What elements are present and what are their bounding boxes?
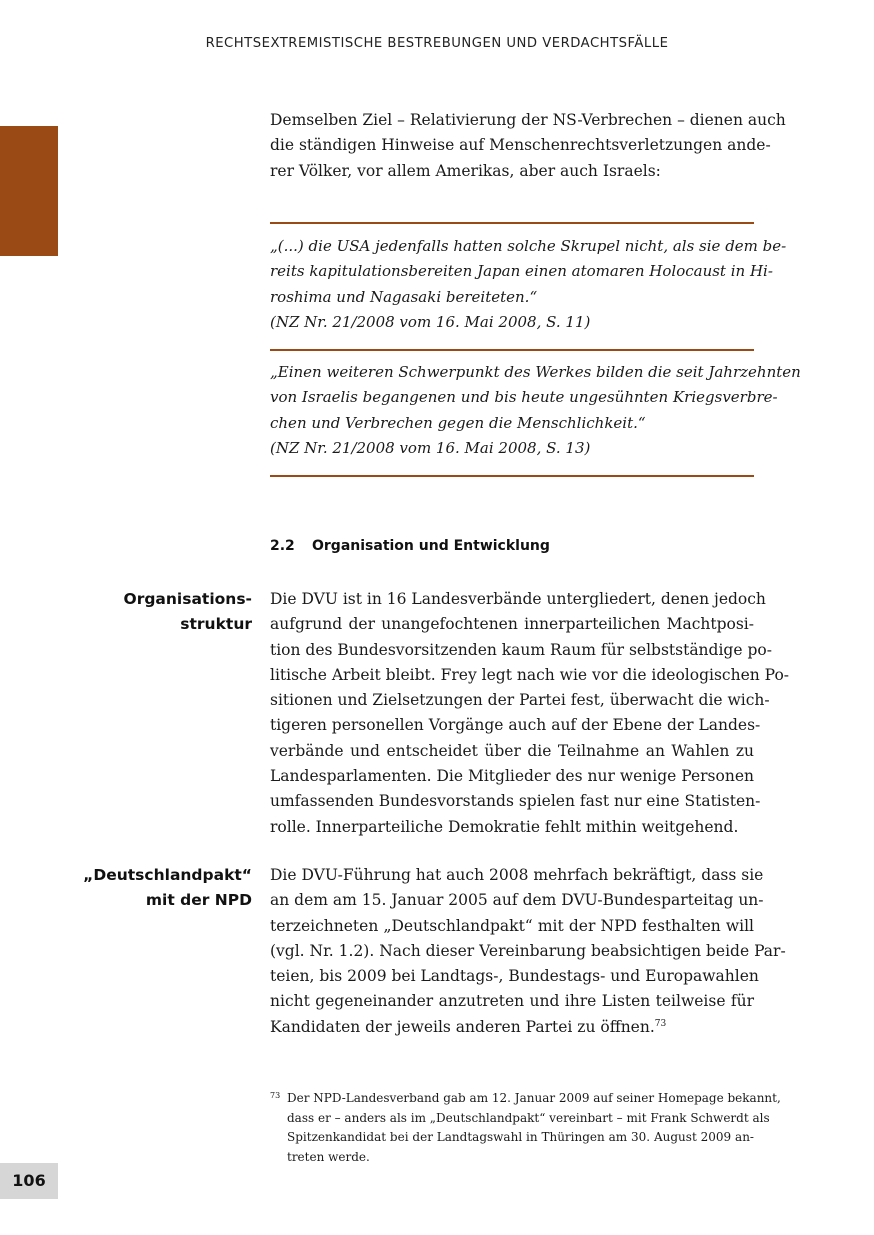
margin-note-deutschlandpakt [40,863,252,913]
paragraph-organisationsstruktur [270,587,790,840]
footnote-line: treten werde. [287,1149,370,1164]
section-number: 2.2 [270,538,295,554]
paragraph-line: Landesparlamenten. Die Mitglieder des nur wenige Personen [270,767,754,786]
page-number: 106 [0,1163,58,1199]
paragraph-line: sitionen und Zielsetzungen der Partei fest, überwacht die wich- [270,691,770,710]
quote-line: „Einen weiteren Schwerpunkt des Werkes bilden die seit Jahrzehnten [270,363,801,381]
paragraph-line: teien, bis 2009 bei Landtags-, Bundestags- und Europawahlen [270,967,759,986]
quote-source: (NZ Nr. 21/2008 vom 16. Mai 2008, S. 11) [270,312,591,331]
paragraph-line: an dem am 15. Januar 2005 auf dem DVU-Bundesparteitag un- [270,891,764,910]
footnote-line: dass er – anders als im „Deutschlandpakt“ vereinbart – mit Frank Schwerdt als [287,1110,770,1125]
quote-rule-top [270,222,754,224]
quote-rule-middle [270,349,754,351]
intro-paragraph [270,108,786,184]
intro-line: Demselben Ziel – Relativierung der NS-Verbrechen – dienen auch [270,111,786,129]
paragraph-line: (vgl. Nr. 1.2). Nach dieser Vereinbarung beabsichtigen beide Par- [270,941,786,960]
running-head: RECHTSEXTREMISTISCHE BESTREBUNGEN UND VERDACHTSFÄLLE [205,36,669,51]
block-quote-2 [270,360,801,461]
footnote-line: Der NPD-Landesverband gab am 12. Januar 2009 auf seiner Homepage bekannt, [287,1091,781,1105]
intro-line: die ständigen Hinweise auf Menschenrechtsverletzungen ande- [270,136,771,155]
footnote-reference[interactable]: 73 [654,1018,667,1029]
margin-note-line: Organisations- [123,590,252,608]
quote-source: (NZ Nr. 21/2008 vom 16. Mai 2008, S. 13) [270,438,591,457]
quote-line: „(...) die USA jedenfalls hatten solche Skrupel nicht, als sie dem be- [270,237,787,255]
margin-note-line: mit der NPD [145,891,252,909]
footnote-mark: 73 [270,1091,281,1100]
quote-line: von Israelis begangenen und bis heute ungesühnten Kriegsverbre- [270,388,778,407]
chapter-color-tab [0,126,58,256]
margin-note-organisationsstruktur [40,587,252,637]
paragraph-line: aufgrund der unangefochtenen innerparteilichen Machtposi- [270,615,754,634]
quote-line: chen und Verbrechen gegen die Menschlichkeit.“ [270,413,646,432]
paragraph-line: Die DVU-Führung hat auch 2008 mehrfach bekräftigt, dass sie [270,866,764,884]
section-title: Organisation und Entwicklung [312,538,550,554]
paragraph-line: litische Arbeit bleibt. Frey legt nach wie vor die ideologischen Po- [270,665,790,684]
footnote [270,1089,781,1167]
paragraph-line [270,1015,754,1040]
paragraph-line: nicht gegeneinander anzutreten und ihre Listen teilweise für [270,992,754,1011]
paragraph-line: tigeren personellen Vorgänge auch auf der Ebene der Landes- [270,716,761,735]
paragraph-line-text: Kandidaten der jeweils anderen Partei zu öffnen. [270,1017,655,1036]
footnote-line: Spitzenkandidat bei der Landtagswahl in Thüringen am 30. August 2009 an- [287,1130,754,1144]
margin-note-line: struktur [180,615,252,633]
block-quote-1 [270,234,787,335]
margin-note-line: „Deutschlandpakt“ [83,866,252,884]
section-heading [270,538,550,554]
quote-line: reits kapitulationsbereiten Japan einen atomaren Holocaust in Hi- [270,262,773,281]
paragraph-deutschlandpakt [270,863,786,1040]
paragraph-line: Die DVU ist in 16 Landesverbände untergliedert, denen jedoch [270,590,766,608]
paragraph-line: terzeichneten „Deutschlandpakt“ mit der NPD festhalten will [270,916,754,935]
quote-line: roshima und Nagasaki bereiteten.“ [270,287,538,306]
paragraph-line: verbände und entscheidet über die Teilnahme an Wahlen zu [270,741,754,760]
paragraph-line: umfassenden Bundesvorstands spielen fast nur eine Statisten- [270,792,761,811]
intro-line: rer Völker, vor allem Amerikas, aber auch Israels: [270,161,661,180]
paragraph-line: tion des Bundesvorsitzenden kaum Raum für selbstständige po- [270,640,772,659]
quote-rule-bottom [270,475,754,477]
paragraph-line: rolle. Innerparteiliche Demokratie fehlt mithin weitgehend. [270,817,739,836]
